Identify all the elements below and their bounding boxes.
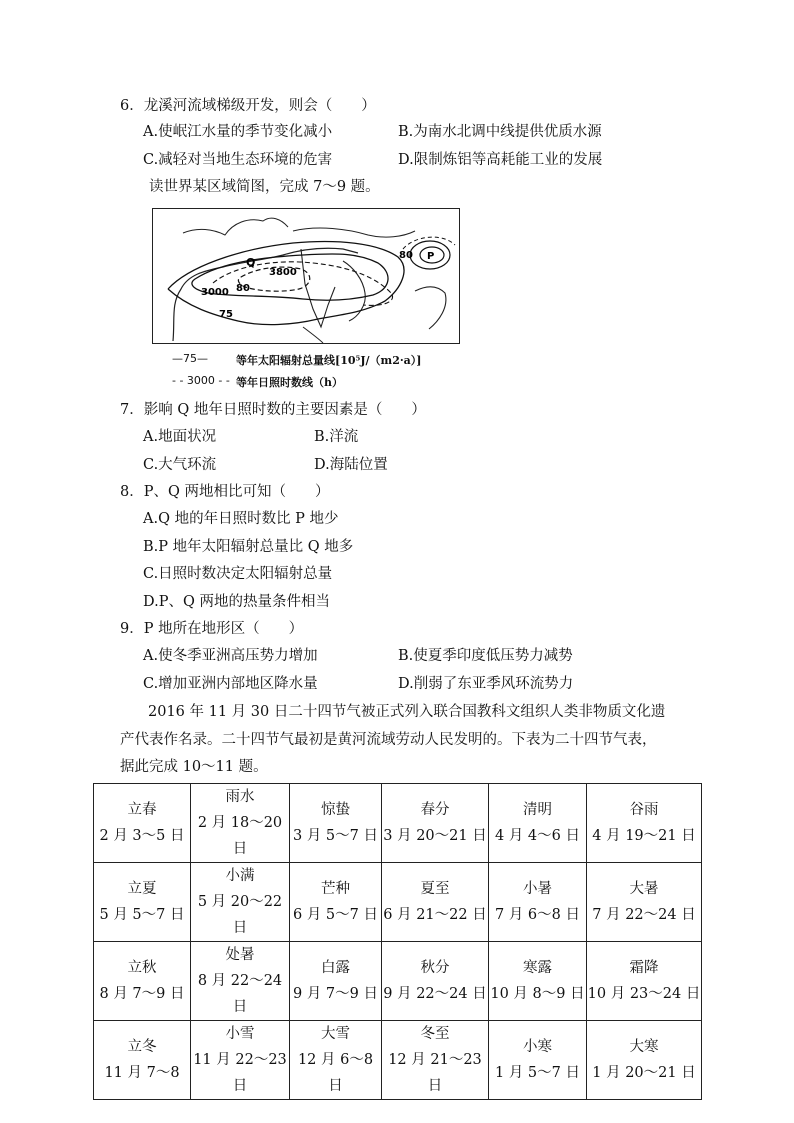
map-intro: 读世界某区域简图，完成 7～9 题。 [149, 179, 380, 195]
q8-option-b: B.P 地年太阳辐射总量比 Q 地多 [143, 539, 354, 555]
term-date: 9 月 7～9 日 [292, 986, 378, 1002]
term-name: 立秋 [127, 960, 157, 976]
legend-solid-symbol: —75— [172, 352, 208, 365]
term-name: 秋分 [420, 960, 450, 976]
term-cell [382, 784, 489, 863]
label-75: 75 [219, 309, 233, 320]
term-name: 白露 [321, 960, 350, 976]
term-date: 11 月 7～8 [104, 1065, 180, 1081]
term-date: 8 月 22～24 日 [197, 973, 283, 1015]
term-name: 小暑 [523, 881, 552, 897]
term-date: 7 月 22～24 日 [592, 907, 696, 923]
table-intro-line-3: 据此完成 10～11 题。 [120, 759, 268, 775]
q8-stem: 8．P、Q 两地相比可知（ ） [120, 484, 330, 500]
term-date: 2 月 18～20 日 [197, 815, 283, 857]
term-date: 5 月 5～7 日 [99, 907, 185, 923]
q9-option-c: C.增加亚洲内部地区降水量 [143, 676, 318, 692]
term-date: 4 月 4～6 日 [494, 828, 580, 844]
q6-option-b: B.为南水北调中线提供优质水源 [398, 124, 602, 140]
q6-option-a: A.使岷江水量的季节变化减小 [143, 124, 333, 140]
term-cell [191, 942, 290, 1021]
term-cell [382, 1021, 489, 1100]
table-row [94, 1021, 702, 1100]
term-date: 7 月 6～8 日 [494, 907, 580, 923]
term-cell [489, 942, 587, 1021]
q9-stem: 9．P 地所在地形区（ ） [120, 621, 304, 637]
term-cell [94, 863, 191, 942]
term-date: 12 月 21～23 日 [388, 1052, 482, 1094]
term-name: 立春 [127, 802, 157, 818]
table-row [94, 863, 702, 942]
table-row [94, 942, 702, 1021]
term-cell [587, 784, 702, 863]
term-name: 立冬 [127, 1039, 157, 1055]
term-name: 处暑 [225, 947, 255, 963]
term-date: 12 月 6～8 日 [297, 1052, 374, 1094]
label-80-right: 80 [399, 250, 413, 261]
term-name: 雨水 [225, 789, 255, 805]
q6-option-d: D.限制炼铝等高耗能工业的发展 [398, 152, 603, 168]
legend-solid-text: 等年太阳辐射总量线[10⁵J/（m2·a）] [236, 354, 422, 367]
legend-dashed [152, 374, 482, 392]
term-name: 芒种 [321, 881, 350, 897]
term-cell [489, 1021, 587, 1100]
term-cell [489, 863, 587, 942]
legend-dashed-text: 等年日照时数线（h） [236, 376, 343, 389]
term-cell [290, 863, 382, 942]
term-cell [382, 863, 489, 942]
term-date: 9 月 22～24 日 [383, 986, 487, 1002]
q8-option-d: D.P、Q 两地的热量条件相当 [143, 594, 330, 610]
term-cell [94, 784, 191, 863]
term-cell [587, 863, 702, 942]
legend-dashed-symbol: - - 3000 - - [172, 374, 230, 387]
term-name: 寒露 [523, 960, 552, 976]
coastline-asia [293, 228, 415, 237]
map-drawing [153, 209, 459, 343]
term-date: 8 月 7～9 日 [99, 986, 185, 1002]
q7-option-d: D.海陆位置 [314, 457, 388, 473]
term-date: 1 月 20～21 日 [592, 1065, 696, 1081]
term-name: 春分 [420, 802, 450, 818]
table-intro-line-1: 2016 年 11 月 30 日二十四节气被正式列入联合国教科文组织人类非物质文化遗 [148, 704, 666, 720]
term-cell [191, 1021, 290, 1100]
q7-option-c: C.大气环流 [143, 457, 217, 473]
q7-option-b: B.洋流 [314, 429, 359, 445]
term-name: 夏至 [420, 881, 450, 897]
q6-stem: 6．龙溪河流域梯级开发，则会（ ） [120, 98, 376, 114]
term-cell [290, 942, 382, 1021]
term-name: 大暑 [629, 881, 659, 897]
term-name: 小寒 [523, 1039, 552, 1055]
india-coast [415, 287, 446, 329]
term-cell [587, 1021, 702, 1100]
term-name: 大雪 [321, 1026, 350, 1042]
q7-stem: 7．影响 Q 地年日照时数的主要因素是（ ） [120, 402, 426, 418]
term-name: 惊蛰 [321, 802, 350, 818]
legend-solid [152, 352, 482, 370]
label-p: P [427, 251, 435, 262]
region-map [152, 208, 460, 344]
solar-terms-table [93, 783, 702, 1100]
term-cell [489, 784, 587, 863]
term-date: 3 月 20～21 日 [383, 828, 487, 844]
label-q: Q [246, 256, 256, 269]
q8-option-c: C.日照时数决定太阳辐射总量 [143, 566, 333, 582]
label-3800: 3800 [269, 267, 297, 278]
term-cell [94, 1021, 191, 1100]
table-row [94, 784, 702, 863]
coastline-europe [183, 218, 288, 235]
term-cell [290, 1021, 382, 1100]
term-name: 立夏 [127, 881, 157, 897]
term-cell [191, 863, 290, 942]
term-date: 10 月 8～9 日 [490, 986, 585, 1002]
q6-option-c: C.减轻对当地生态环境的危害 [143, 152, 333, 168]
term-date: 1 月 5～7 日 [494, 1065, 580, 1081]
term-name: 谷雨 [629, 802, 659, 818]
term-date: 6 月 5～7 日 [292, 907, 378, 923]
horn-coast [303, 327, 323, 343]
q9-option-a: A.使冬季亚洲高压势力增加 [143, 648, 318, 664]
red-sea-coast [301, 249, 335, 327]
term-name: 清明 [523, 802, 552, 818]
label-80-left: 80 [236, 283, 250, 294]
term-name: 大寒 [629, 1039, 659, 1055]
term-cell [191, 784, 290, 863]
term-name: 冬至 [420, 1026, 450, 1042]
term-name: 霜降 [629, 960, 659, 976]
label-3000: 3000 [201, 287, 229, 298]
term-date: 4 月 19～21 日 [592, 828, 696, 844]
q9-option-b: B.使夏季印度低压势力减势 [398, 648, 573, 664]
term-date: 3 月 5～7 日 [292, 828, 378, 844]
term-cell [290, 784, 382, 863]
term-date: 11 月 22～23 日 [193, 1052, 287, 1094]
term-cell [382, 942, 489, 1021]
map-legend [152, 350, 482, 394]
table-intro-line-2: 产代表作名录。二十四节气最初是黄河流域劳动人民发明的。下表为二十四节气表， [120, 732, 657, 748]
term-date: 10 月 23～24 日 [587, 986, 701, 1002]
term-cell [94, 942, 191, 1021]
q7-option-a: A.地面状况 [143, 429, 217, 445]
term-date: 2 月 3～5 日 [99, 828, 185, 844]
term-cell [587, 942, 702, 1021]
term-name: 小满 [225, 868, 255, 884]
term-date: 6 月 21～22 日 [383, 907, 487, 923]
q8-option-a: A.Q 地的年日照时数比 P 地少 [143, 511, 339, 527]
q9-option-d: D.削弱了东亚季风环流势力 [398, 676, 574, 692]
term-name: 小雪 [225, 1026, 255, 1042]
term-date: 5 月 20～22 日 [197, 894, 283, 936]
